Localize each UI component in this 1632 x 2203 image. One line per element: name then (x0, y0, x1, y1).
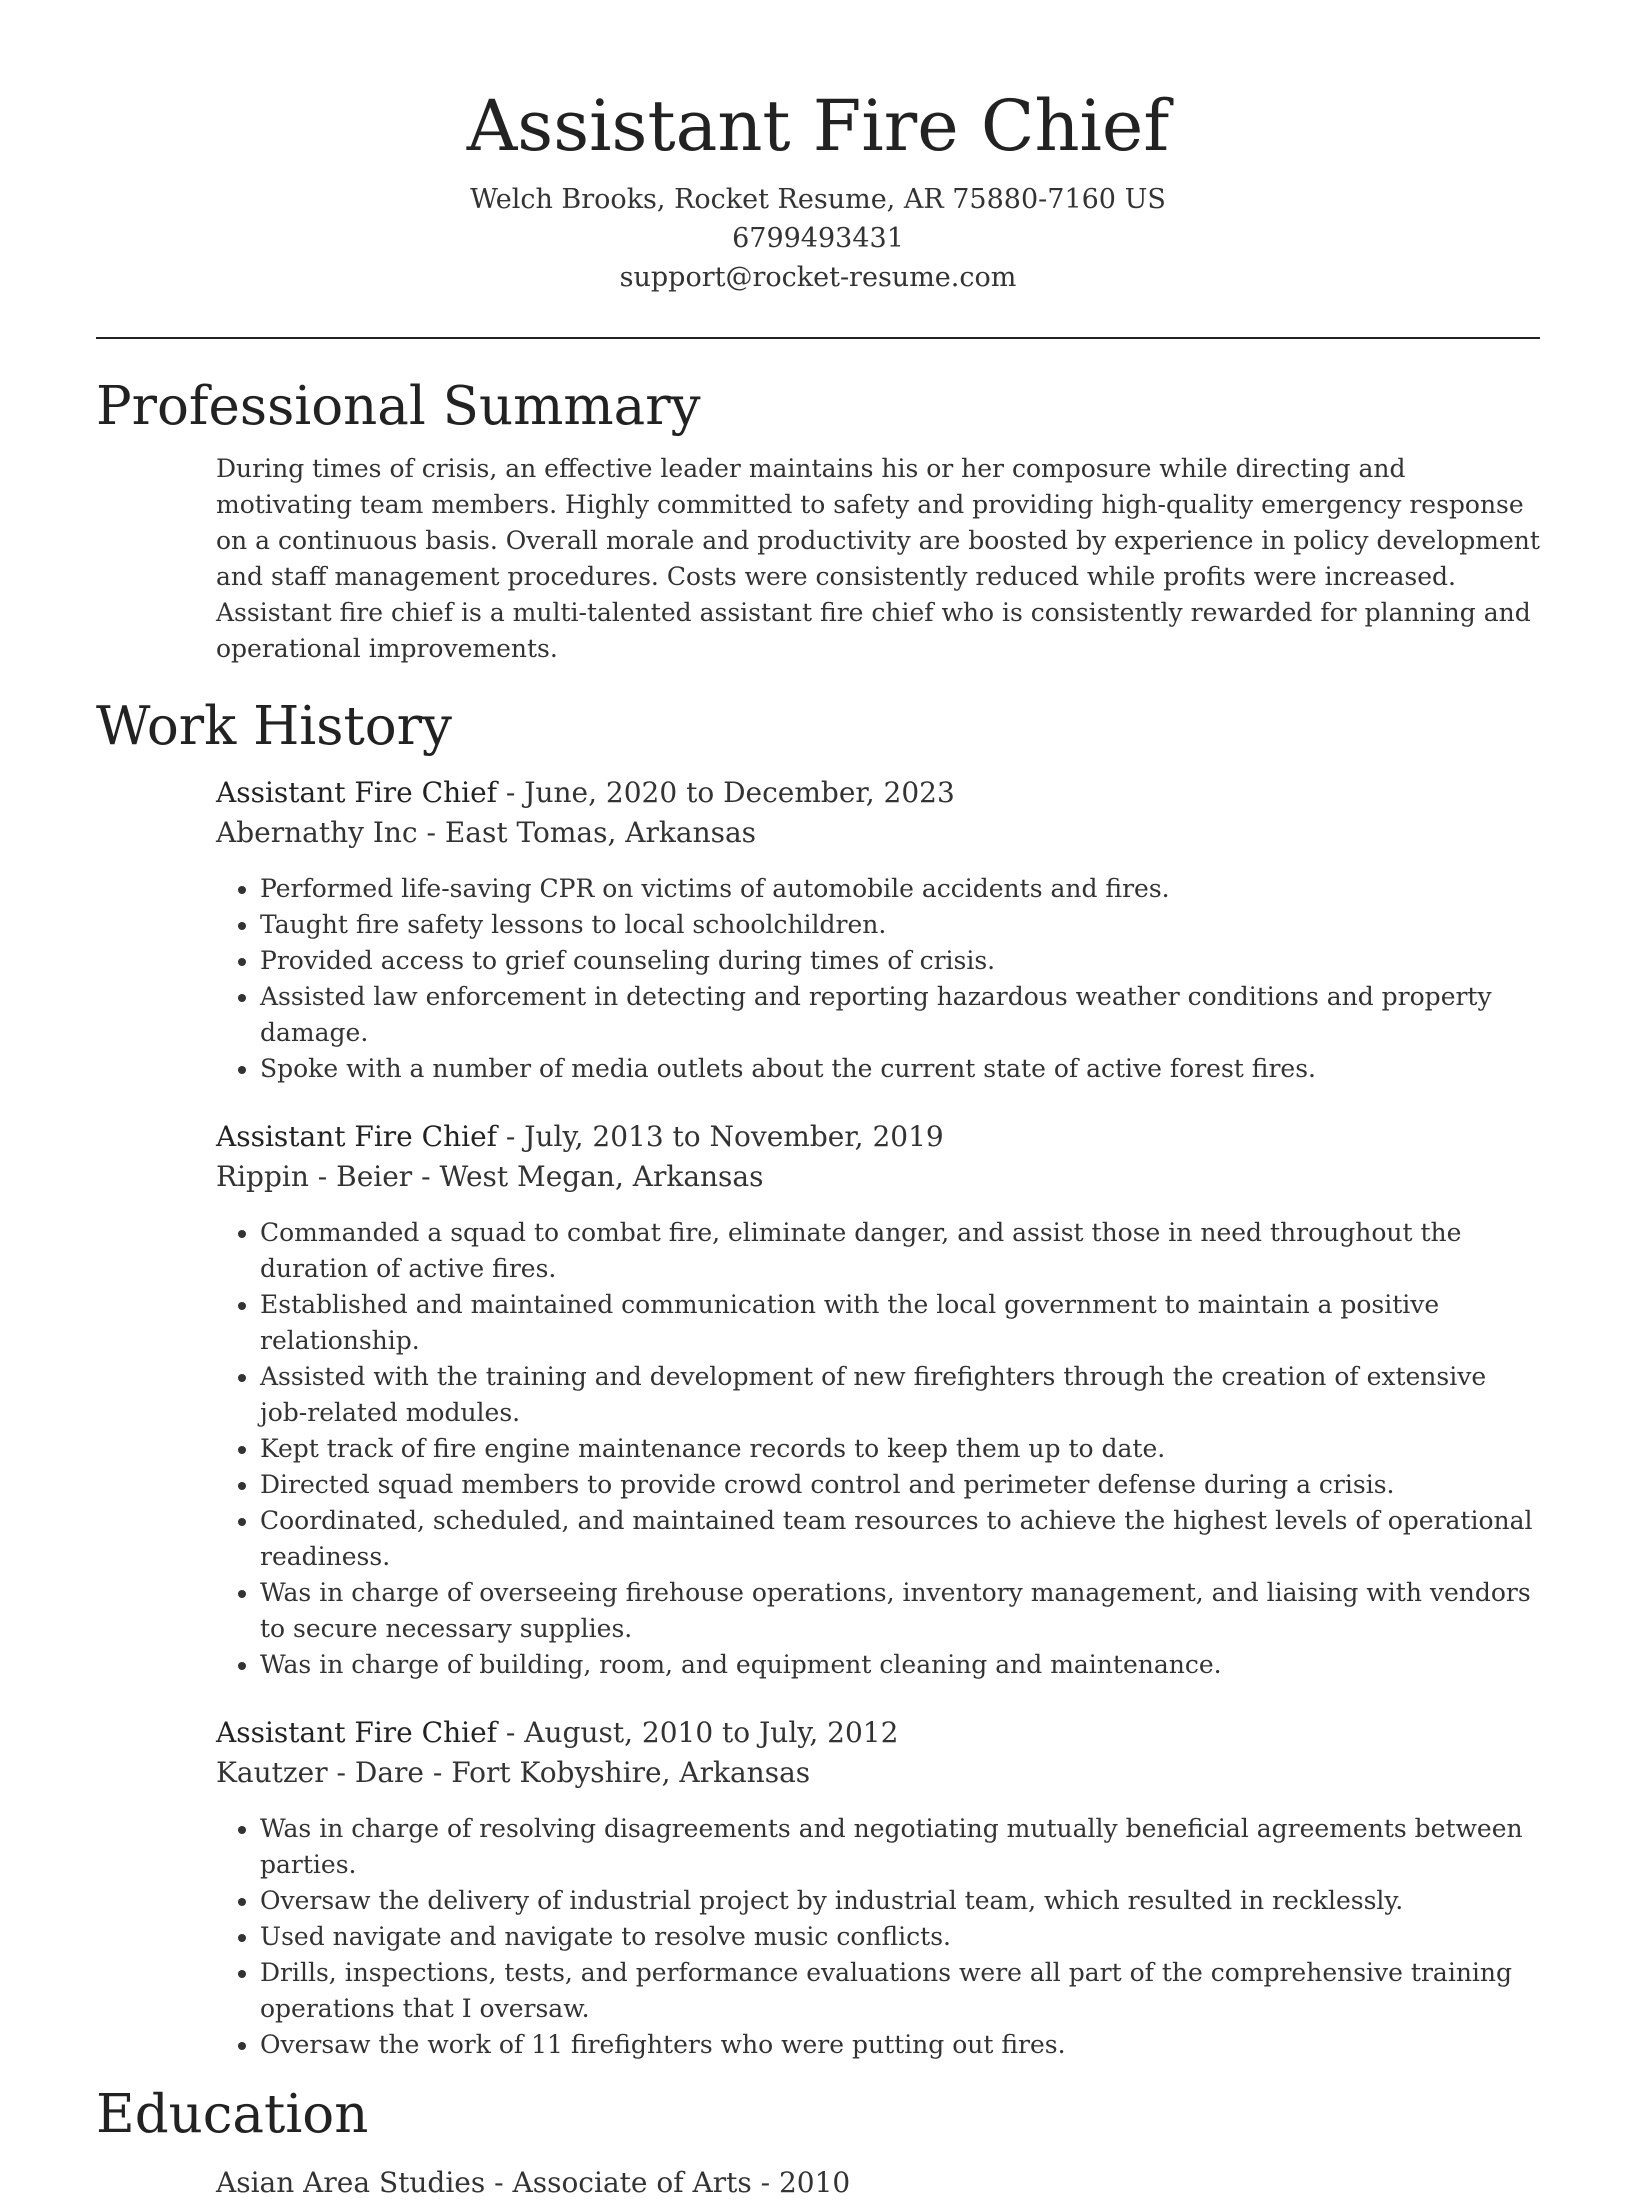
contact-email: support@rocket-resume.com (619, 262, 1017, 293)
job-bullet: • Directed squad members to provide crowd control and perimeter defense during a crisis. (260, 1467, 1540, 1503)
job-bullet: • Assisted law enforcement in detecting and reporting hazardous weather conditions and property damage. (260, 979, 1540, 1051)
resume-page (96, 0, 1540, 2203)
job-title-line (216, 1713, 1540, 1753)
header-divider (96, 337, 1540, 339)
job-role: Assistant Fire Chief (216, 776, 497, 809)
candidate-name: Assistant Fire Chief (466, 85, 1170, 167)
work-history-section (96, 695, 1540, 2063)
job-entry (216, 773, 1540, 1087)
summary-text: During times of crisis, an effective leader maintains his or her composure while directing and motivating team members. Highly committed to safety and providing high-quality emergency response on a continuous basis. Overall morale and productivity are boosted by experience in policy development and staff management procedures. Costs were consistently reduced while profits were increased. Assistant fire chief is a multi-talented assistant fire chief who is consistently rewarded for planning and operational improvements. (216, 454, 1540, 663)
education-section (96, 2083, 1540, 2203)
job-role: Assistant Fire Chief (216, 1120, 497, 1153)
section-title-work-history: Work History (96, 696, 452, 757)
job-bullets (216, 871, 1540, 1087)
job-entry (216, 1713, 1540, 2063)
job-bullet: • Established and maintained communication with the local government to maintain a positive relationship. (260, 1287, 1540, 1359)
job-bullets (216, 1811, 1540, 2063)
job-dates: - June, 2020 to December, 2023 (497, 776, 955, 809)
job-company: Kautzer - Dare (216, 1756, 424, 1789)
job-role: Assistant Fire Chief (216, 1716, 497, 1749)
job-bullet: • Assisted with the training and development of new firefighters through the creation of extensive job-related modules. (260, 1359, 1540, 1431)
work-history-body (216, 773, 1540, 2063)
job-location: - Fort Kobyshire, Arkansas (423, 1756, 811, 1789)
job-location: - East Tomas, Arkansas (417, 816, 757, 849)
job-title-line (216, 773, 1540, 813)
job-bullet: • Oversaw the work of 11 firefighters who were putting out fires. (260, 2027, 1540, 2063)
job-dates: - August, 2010 to July, 2012 (497, 1716, 899, 1749)
job-bullet: • Provided access to grief counseling during times of crisis. (260, 943, 1540, 979)
job-dates: - July, 2013 to November, 2019 (497, 1120, 944, 1153)
job-bullet: • Was in charge of overseeing firehouse operations, inventory management, and liaising with vendors to secure necessary supplies. (260, 1575, 1540, 1647)
job-title-line (216, 1117, 1540, 1157)
job-bullet: • Taught fire safety lessons to local schoolchildren. (260, 907, 1540, 943)
job-bullet: • Spoke with a number of media outlets about the current state of active forest fires. (260, 1051, 1540, 1087)
job-bullet: • Performed life-saving CPR on victims of automobile accidents and fires. (260, 871, 1540, 907)
contact-block (96, 180, 1540, 297)
summary-body (216, 451, 1540, 667)
job-company: Abernathy Inc (216, 816, 418, 849)
job-bullet: • Was in charge of resolving disagreements and negotiating mutually beneficial agreements between parties. (260, 1811, 1540, 1883)
job-company-line (216, 1157, 1540, 1197)
job-company-line (216, 1753, 1540, 1793)
section-title-education: Education (96, 2084, 369, 2145)
summary-section (96, 375, 1540, 667)
job-bullet: • Used navigate and navigate to resolve music conflicts. (260, 1919, 1540, 1955)
job-company: Rippin - Beier (216, 1160, 413, 1193)
education-entry: Asian Area Studies - Associate of Arts - 2010 (216, 2166, 851, 2199)
job-company-line (216, 813, 1540, 853)
job-bullet: • Kept track of fire engine maintenance records to keep them up to date. (260, 1431, 1540, 1467)
contact-phone: 6799493431 (732, 223, 904, 254)
education-body (216, 2163, 1540, 2203)
job-bullet: • Oversaw the delivery of industrial project by industrial team, which resulted in recklessly. (260, 1883, 1540, 1919)
contact-address: Welch Brooks, Rocket Resume, AR 75880-7160 US (470, 184, 1166, 215)
job-bullet: • Coordinated, scheduled, and maintained team resources to achieve the highest levels of operational readiness. (260, 1503, 1540, 1575)
job-bullet: • Was in charge of building, room, and equipment cleaning and maintenance. (260, 1647, 1540, 1683)
resume-header (96, 0, 1540, 297)
job-location: - West Megan, Arkansas (412, 1160, 764, 1193)
job-bullet: • Commanded a squad to combat fire, eliminate danger, and assist those in need throughout the duration of active fires. (260, 1215, 1540, 1287)
section-title-summary: Professional Summary (96, 376, 701, 437)
job-bullets (216, 1215, 1540, 1683)
job-bullet: • Drills, inspections, tests, and performance evaluations were all part of the comprehensive training operations that I oversaw. (260, 1955, 1540, 2027)
job-entry (216, 1117, 1540, 1683)
